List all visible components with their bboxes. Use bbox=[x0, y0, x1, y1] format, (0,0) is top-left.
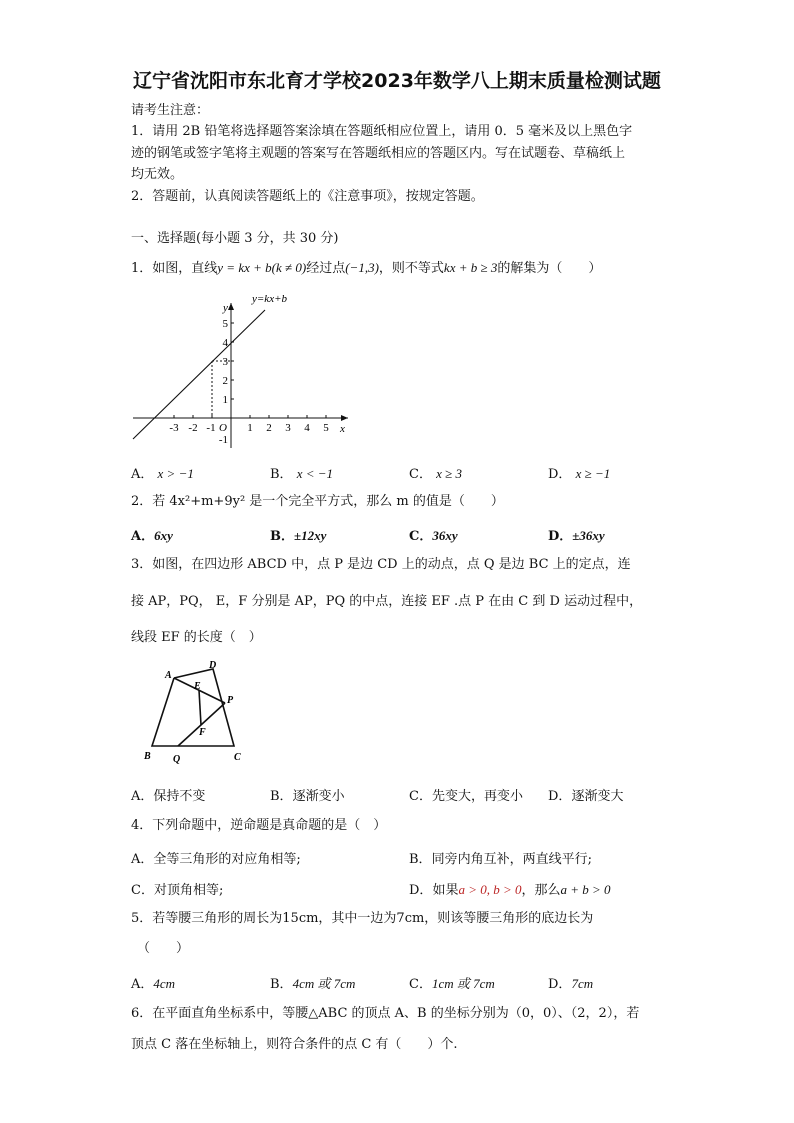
option-text: 先变大，再变小 bbox=[431, 789, 523, 804]
q3-option-b[interactable] bbox=[270, 785, 345, 804]
q2-option-c[interactable] bbox=[409, 525, 458, 544]
label-p: P bbox=[227, 695, 234, 706]
q1-graph bbox=[128, 288, 358, 453]
x-tick-label: -3 bbox=[169, 422, 179, 434]
q2-option-b[interactable] bbox=[270, 525, 326, 544]
option-text: ，那么 bbox=[521, 883, 561, 898]
option-label: A． bbox=[131, 977, 154, 992]
option-label: B． bbox=[270, 789, 293, 804]
x-tick-label: 3 bbox=[285, 422, 291, 434]
y-tick-label: 2 bbox=[222, 375, 228, 387]
option-text: 4cm bbox=[153, 976, 176, 991]
option-label: C． bbox=[409, 467, 432, 482]
label-c: C bbox=[234, 752, 241, 763]
x-axis-label: x bbox=[340, 423, 345, 435]
x-tick-label: 2 bbox=[266, 422, 272, 434]
q1-option-c[interactable] bbox=[409, 463, 462, 482]
y-tick-label: 4 bbox=[222, 337, 228, 349]
option-label: D． bbox=[548, 977, 572, 992]
option-label: D． bbox=[548, 467, 572, 482]
q5-option-c[interactable] bbox=[409, 973, 495, 992]
option-text: 4cm 或 7cm bbox=[292, 976, 356, 991]
origin-label: O bbox=[219, 422, 227, 434]
q1-option-a[interactable] bbox=[131, 463, 194, 482]
option-label: B． bbox=[270, 977, 293, 992]
option-text: 对顶角相等; bbox=[153, 883, 224, 898]
option-label: D． bbox=[409, 883, 433, 898]
q1-post: 的解集为（ ） bbox=[497, 261, 602, 276]
label-q: Q bbox=[173, 754, 181, 765]
question-4-stem: 4．下列命题中，逆命题是真命题的是（ ） bbox=[131, 818, 387, 833]
q1-option-b[interactable] bbox=[270, 463, 333, 482]
question-1-stem bbox=[131, 257, 601, 280]
x-tick-labels bbox=[169, 422, 329, 434]
q1-mid2: ，则不等式 bbox=[378, 261, 444, 276]
y-tick-label: 1 bbox=[222, 394, 228, 406]
x-axis-arrow-icon bbox=[341, 415, 348, 421]
q1-equation: y = kx + b(k ≠ 0) bbox=[217, 260, 307, 275]
option-label: A． bbox=[131, 467, 154, 482]
option-text: ±36xy bbox=[572, 528, 605, 543]
option-text: 逐渐变大 bbox=[571, 789, 624, 804]
option-text: 7cm bbox=[571, 976, 594, 991]
label-d: D bbox=[209, 660, 217, 671]
q5-option-a[interactable] bbox=[131, 973, 175, 992]
option-label: A． bbox=[131, 852, 154, 867]
y-axis-label: y bbox=[223, 302, 228, 314]
q1-point: (−1,3) bbox=[345, 260, 379, 275]
q4-option-a[interactable] bbox=[131, 848, 301, 867]
label-a: A bbox=[165, 670, 172, 681]
option-text: x ≥ 3 bbox=[436, 466, 462, 481]
option-label: D． bbox=[548, 789, 572, 804]
q5-option-d[interactable] bbox=[548, 973, 593, 992]
q3-option-d[interactable] bbox=[548, 785, 623, 804]
option-label: C． bbox=[409, 789, 432, 804]
option-math: a + b > 0 bbox=[560, 882, 611, 897]
question-3-line: 3．如图，在四边形 ABCD 中，点 P 是边 CD 上的动点，点 Q 是边 BC 上的定点，连 bbox=[131, 557, 631, 572]
option-text: 36xy bbox=[432, 528, 458, 543]
q3-option-a[interactable] bbox=[131, 785, 205, 804]
question-3-line: 接 AP，PQ， E，F 分别是 AP，PQ 的中点，连接 EF .点 P 在由 C 到 D 运动过程中， bbox=[131, 594, 643, 609]
notice-line: 迹的钢笔或签字笔将主观题的答案写在答题纸相应的答题区内。写在试题卷、草稿纸上 bbox=[131, 146, 626, 161]
notice-line: 均无效。 bbox=[131, 167, 184, 182]
option-text: 如果 bbox=[432, 883, 459, 898]
option-text: ±12xy bbox=[294, 528, 327, 543]
figure-labels bbox=[143, 660, 241, 765]
option-text: 1cm 或 7cm bbox=[431, 976, 495, 991]
line-y-kx-b bbox=[133, 310, 265, 439]
option-label: B． bbox=[409, 852, 432, 867]
q5-option-b[interactable] bbox=[270, 973, 355, 992]
option-text: 逐渐变小 bbox=[292, 789, 345, 804]
x-tick-label: 4 bbox=[304, 422, 310, 434]
option-text: x < −1 bbox=[296, 466, 334, 481]
q1-inequality: kx + b ≥ 3 bbox=[443, 260, 498, 275]
q4-option-c[interactable] bbox=[131, 879, 223, 898]
option-label: C． bbox=[409, 529, 433, 544]
option-text: 6xy bbox=[154, 528, 173, 543]
q1-pre: 1．如图，直线 bbox=[131, 261, 218, 276]
option-label: A． bbox=[131, 789, 154, 804]
page-title: 辽宁省沈阳市东北育才学校2023年数学八上期末质量检测试题 bbox=[133, 70, 661, 92]
notice-heading: 请考生注意： bbox=[131, 103, 210, 118]
option-label: A． bbox=[131, 529, 155, 544]
y-axis-arrow-icon bbox=[228, 303, 234, 310]
q1-option-d[interactable] bbox=[548, 463, 610, 482]
y-tick-label: -1 bbox=[218, 434, 228, 446]
option-text: 同旁内角互补，两直线平行; bbox=[431, 852, 592, 867]
q4-option-b[interactable] bbox=[409, 848, 592, 867]
q2-option-a[interactable] bbox=[131, 525, 173, 544]
question-2-stem: 2．若 4x²+m+9y² 是一个完全平方式，那么 m 的值是（ ） bbox=[131, 494, 504, 509]
option-label: B． bbox=[270, 467, 293, 482]
x-tick-label: 5 bbox=[323, 422, 329, 434]
q1-mid: 经过点 bbox=[306, 261, 346, 276]
option-text: x ≥ −1 bbox=[575, 466, 611, 481]
option-text: 全等三角形的对应角相等; bbox=[153, 852, 301, 867]
option-text: 保持不变 bbox=[153, 789, 206, 804]
question-3-line: 线段 EF 的长度（ ） bbox=[131, 630, 262, 645]
label-b: B bbox=[144, 751, 151, 762]
segment-ef bbox=[199, 690, 201, 725]
section-heading: 一、选择题(每小题 3 分，共 30 分) bbox=[131, 231, 339, 246]
option-label: C． bbox=[131, 883, 154, 898]
question-5-line: （ ） bbox=[137, 941, 190, 956]
notice-line: 1．请用 2B 铅笔将选择题答案涂填在答题纸相应位置上，请用 0．5 毫米及以上黑色字 bbox=[131, 124, 633, 139]
x-tick-label: -1 bbox=[206, 422, 216, 434]
question-5-line: 5．若等腰三角形的周长为15cm，其中一边为7cm，则该等腰三角形的底边长为 bbox=[131, 911, 594, 926]
y-tick-label: 3 bbox=[222, 356, 228, 368]
q4-option-d[interactable] bbox=[409, 879, 611, 898]
option-label: C． bbox=[409, 977, 432, 992]
option-text: x > −1 bbox=[157, 466, 194, 481]
option-math: a > 0, b > 0 bbox=[458, 882, 522, 897]
q3-quadrilateral-figure bbox=[138, 658, 258, 768]
x-tick-label: -2 bbox=[188, 422, 198, 434]
notice-line: 2．答题前，认真阅读答题纸上的《注意事项》，按规定答题。 bbox=[131, 189, 484, 204]
label-f: F bbox=[199, 727, 206, 738]
y-tick-label: 5 bbox=[222, 318, 228, 330]
option-label: B． bbox=[270, 529, 294, 544]
q3-option-c[interactable] bbox=[409, 785, 523, 804]
x-tick-label: 1 bbox=[247, 422, 253, 434]
axis-ticks bbox=[174, 323, 326, 418]
q2-option-d[interactable] bbox=[548, 525, 605, 544]
option-label: D． bbox=[548, 529, 573, 544]
line-label: y=kx+b bbox=[252, 293, 287, 305]
question-6-line: 6．在平面直角坐标系中，等腰△ABC 的顶点 A、B 的坐标分别为（0，0）、（2，2），若 bbox=[131, 1006, 640, 1021]
question-6-line: 顶点 C 落在坐标轴上，则符合条件的点 C 有（ ）个. bbox=[131, 1037, 458, 1052]
label-e: E bbox=[194, 681, 201, 692]
